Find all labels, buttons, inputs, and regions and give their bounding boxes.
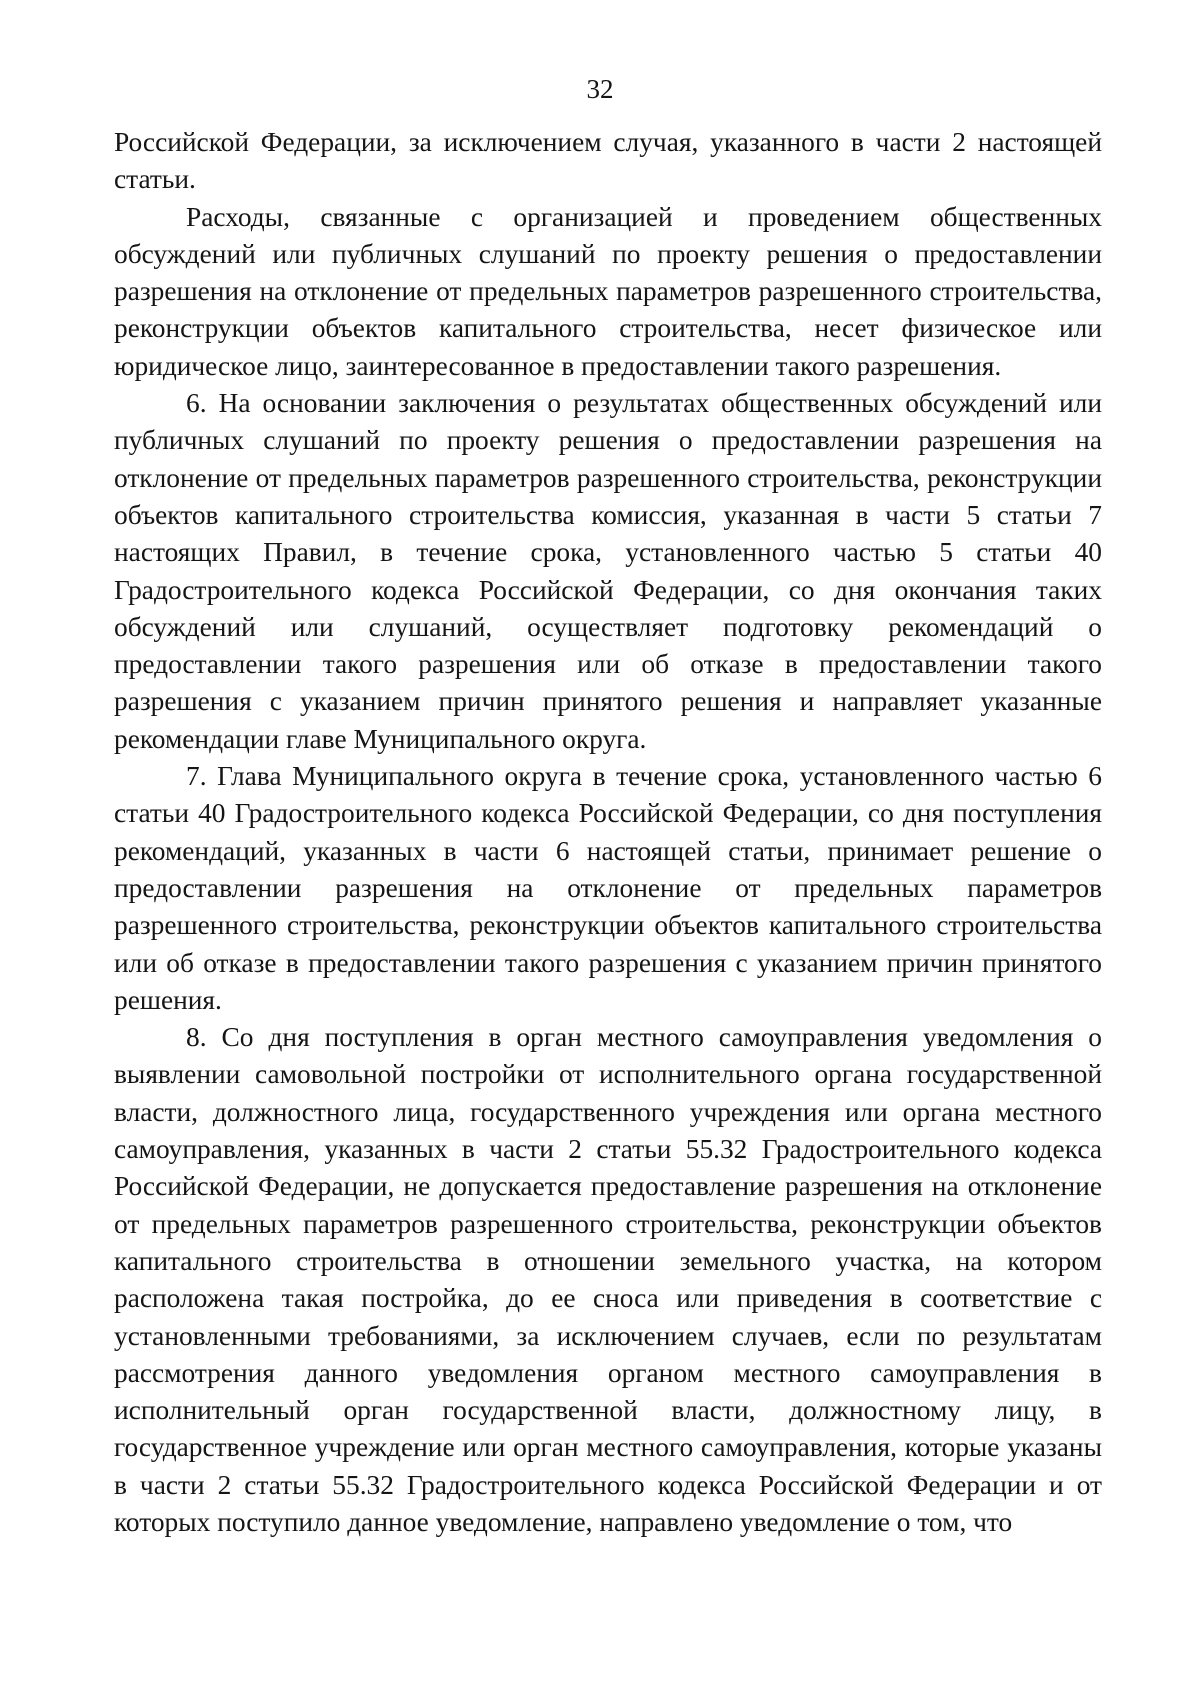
paragraph-expenses: Расходы, связанные с организацией и проведением общественных обсуждений или публичных слушаний по проекту решения о предоставлении разрешения на отклонение от предельных параметров разрешенного строительства, реконструкции объектов капитального строительства, несет физическое или юридическое лицо, заинтересованное в предоставлении такого разрешения.	[114, 201, 1102, 381]
body-text	[114, 124, 1102, 1541]
paragraph-item-7: 7. Глава Муниципального округа в течение срока, установленного частью 6 статьи 40 Градостроительного кодекса Российской Федерации, со дня поступления рекомендаций, указанных в части 6 настоящей статьи, принимает решение о предоставлении разрешения на отклонение от предельных параметров разрешенного строительства, реконструкции объектов капитального строительства или об отказе в предоставлении такого разрешения с указанием причин принятого решения.	[114, 761, 1102, 1015]
paragraph-item-8: 8. Со дня поступления в орган местного самоуправления уведомления о выявлении самовольной постройки от исполнительного органа государственной власти, должностного лица, государственного учреждения или органа местного самоуправления, указанных в части 2 статьи 55.32 Градостроительного кодекса Российской Федерации, не допускается предоставление разрешения на отклонение от предельных параметров разрешенного строительства, реконструкции объектов капитального строительства в отношении земельного участка, на котором расположена такая постройка, до ее сноса или приведения в соответствие с установленными требованиями, за исключением случаев, если по результатам рассмотрения данного уведомления органом местного самоуправления в исполнительный орган государственной власти, должностному лицу, в государственное учреждение или орган местного самоуправления, которые указаны в части 2 статьи 55.32 Градостроительного кодекса Российской Федерации и от которых поступило данное уведомление, направлено уведомление о том, что	[114, 1022, 1102, 1537]
page-number: 32	[586, 74, 614, 104]
paragraph-item-6: 6. На основании заключения о результатах общественных обсуждений или публичных слушаний по проекту решения о предоставлении разрешения на отклонение от предельных параметров разрешенного строительства, реконструкции объектов капитального строительства комиссия, указанная в части 5 статьи 7 настоящих Правил, в течение срока, установленного частью 5 статьи 40 Градостроительного кодекса Российской Федерации, со дня окончания таких обсуждений или слушаний, осуществляет подготовку рекомендаций о предоставлении такого разрешения или об отказе в предоставлении такого разрешения с указанием причин принятого решения и направляет указанные рекомендации главе Муниципального округа.	[114, 388, 1102, 754]
paragraph-continuation: Российской Федерации, за исключением случая, указанного в части 2 настоящей статьи.	[114, 127, 1102, 195]
